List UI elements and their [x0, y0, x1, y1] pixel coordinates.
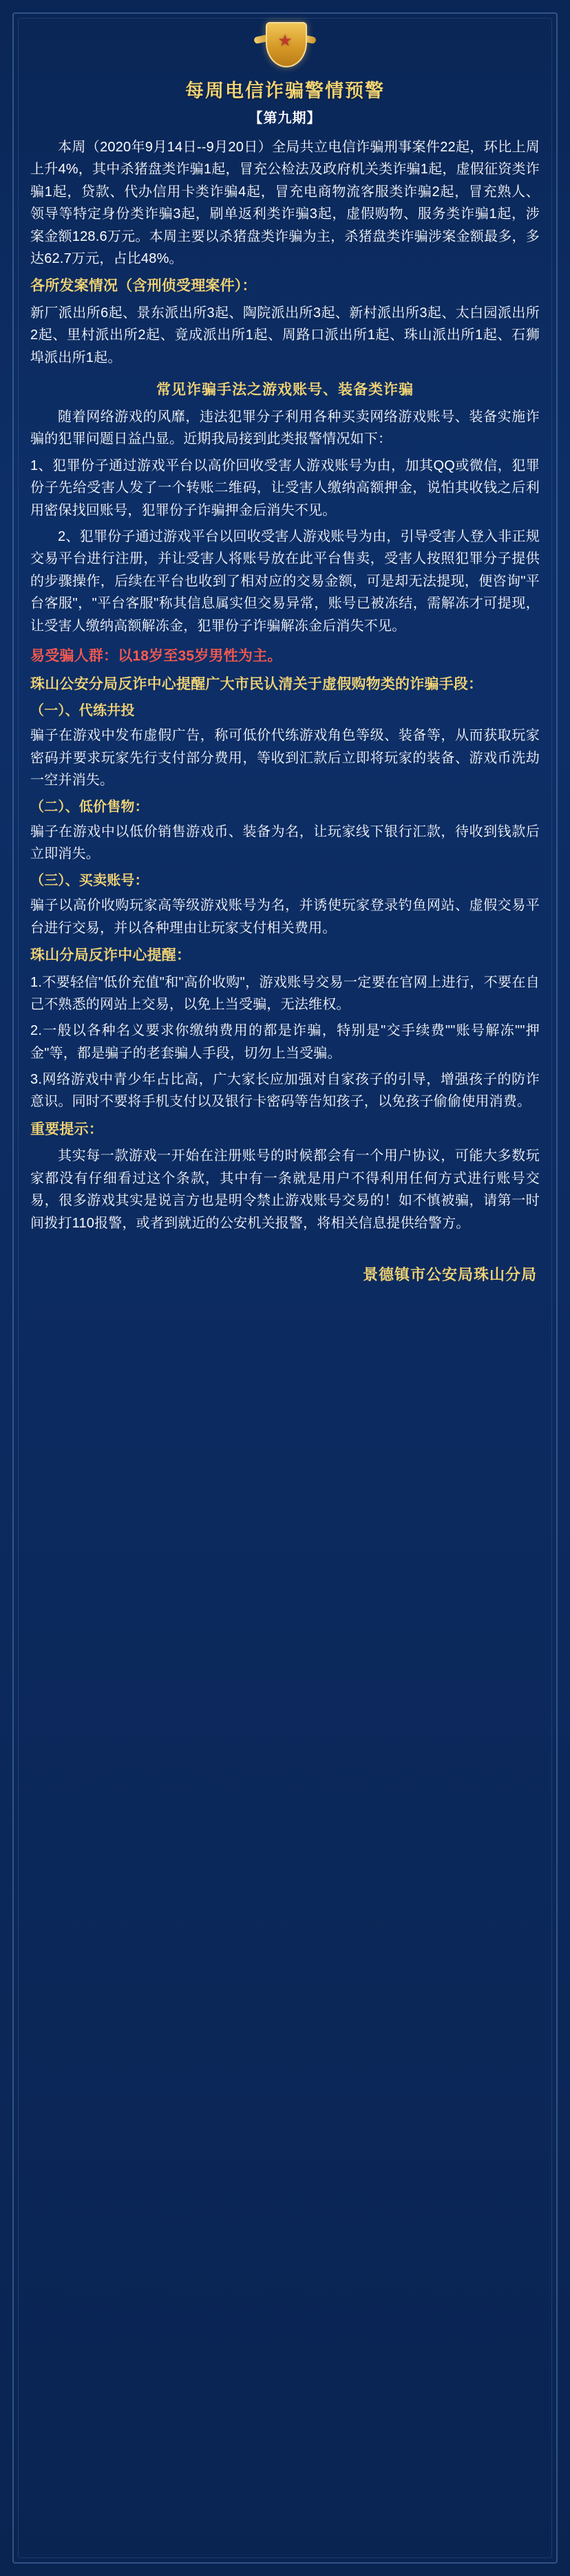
document-body: [0, 136, 570, 1245]
subsection-1-text: 骗子在游戏中发布虚假广告，称可低价代练游戏角色等级、装备等，从而获取玩家密码并要求玩家先行支付部分费用，等收到汇款后立即将玩家的装备、游戏币洗劫一空并消失。: [30, 728, 540, 788]
subsection-3-title: （三）、买卖账号：: [30, 872, 149, 888]
police-badge-icon: [260, 18, 310, 69]
important-notice-title: 重要提示：: [30, 1121, 103, 1137]
subsection-2-title: （二）、低价售物：: [30, 799, 149, 815]
cases-by-station-text: 新厂派出所6起、景东派出所3起、陶院派出所3起、新村派出所3起、太白园派出所2起、里村派出所2起、竟成派出所1起、周路口派出所1起、珠山派出所1起、石狮埠派出所1起。: [30, 305, 540, 365]
tips-title: 珠山分局反诈中心提醒：: [30, 947, 191, 963]
anti-fraud-center-notice: 珠山公安分局反诈中心提醒广大市民认清关于虚假购物类的诈骗手段：: [30, 676, 483, 692]
issue-number: 【第九期】: [249, 111, 321, 126]
subsection-3-text: 骗子以高价收购玩家高等级游戏账号为名，并诱使玩家登录钓鱼网站、虚假交易平台进行交易，并以各种理由让玩家支付相关费用。: [30, 898, 540, 936]
emblem-container: [0, 0, 570, 69]
paragraph-case-2: 2、犯罪份子通过游戏平台以回收受害人游戏账号为由，引导受害人登入非正规交易平台进行注册，并让受害人将账号放在此平台售卖，受害人按照犯罪分子提供的步骤操作，后续在平台也收到了相对应的交易金额，可是却无法提现，便咨询"平台客服"，"平台客服"称其信息属实但交易异常，账号已被冻结，需解冻才可提现，让受害人缴纳高额解冻金，犯罪份子诈骗解冻金后消失不见。: [30, 529, 540, 634]
section-title: 常见诈骗手法之游戏账号、装备类诈骗: [156, 382, 414, 398]
badge-star-icon: ★: [277, 32, 293, 50]
tip-3: 3.网络游戏中青少年占比高，广大家长应加强对自家孩子的引导，增强孩子的防诈意识。同时不要将手机支付以及银行卡密码等告知孩子，以免孩子偷偷使用消费。: [30, 1072, 540, 1110]
page-title: 每周电信诈骗警情预警: [185, 80, 385, 101]
tip-2: 2.一般以各种名义要求你缴纳费用的都是诈骗，特别是"交手续费""账号解冻""押金"等，都是骗子的老套骗人手段，切勿上当受骗。: [30, 1023, 540, 1061]
paragraph-weekly-stats: 本周（2020年9月14日--9月20日）全局共立电信诈骗刑事案件22起，环比上周上升4%，其中杀猪盘类诈骗1起，冒充公检法及政府机关类诈骗1起，虚假征资类诈骗1起，贷款、代办信用卡类诈骗4起，冒充电商物流客服类诈骗2起，冒充熟人、领导等特定身份类诈骗3起，刷单返利类诈骗3起，虚假购物、服务类诈骗1起，涉案金额128.6万元。本周主要以杀猪盘类诈骗为主，杀猪盘类诈骗涉案金额最多，多达62.7万元，占比48%。: [30, 140, 540, 266]
subsection-2-text: 骗子在游戏中以低价销售游戏币、装备为名，让玩家线下银行汇款，待收到钱款后立即消失。: [30, 824, 540, 862]
issuer-signature: 景德镇市公安局珠山分局: [362, 1265, 537, 1283]
important-notice-text: 其实每一款游戏一开始在注册账号的时候都会有一个用户协议，可能大多数玩家都没有仔细看过这个条款，其中有一条就是用户不得利用任何方式进行账号交易，很多游戏其实是说言方也是明令禁止游戏账号交易的！如不慎被骗，请第一时间拨打110报警，或者到就近的公安机关报警，将相关信息提供给警方。: [30, 1148, 540, 1231]
victim-group-note: 易受骗人群：以18岁至35岁男性为主。: [30, 647, 282, 664]
paragraph-intro: 随着网络游戏的风靡，违法犯罪分子利用各种买卖网络游戏账号、装备实施诈骗的犯罪问题日益凸显。近期我局接到此类报警情况如下：: [30, 409, 540, 447]
tip-1: 1.不要轻信"低价充值"和"高价收购"，游戏账号交易一定要在官网上进行，不要在自己不熟悉的网站上交易，以免上当受骗，无法维权。: [30, 974, 540, 1012]
paragraph-case-1: 1、犯罪份子通过游戏平台以高价回收受害人游戏账号为由，加其QQ或微信，犯罪份子先给受害人发了一个转账二维码，让受害人缴纳高额押金，说怕其收钱之后利用密保找回账号，犯罪份子诈骗押金后消失不见。: [30, 458, 540, 518]
bottom-spacer: [30, 1238, 540, 1245]
cases-by-station-label: 各所发案情况（含刑侦受理案件）：: [30, 278, 257, 294]
subsection-1-title: （一）、代练井投: [30, 703, 135, 719]
